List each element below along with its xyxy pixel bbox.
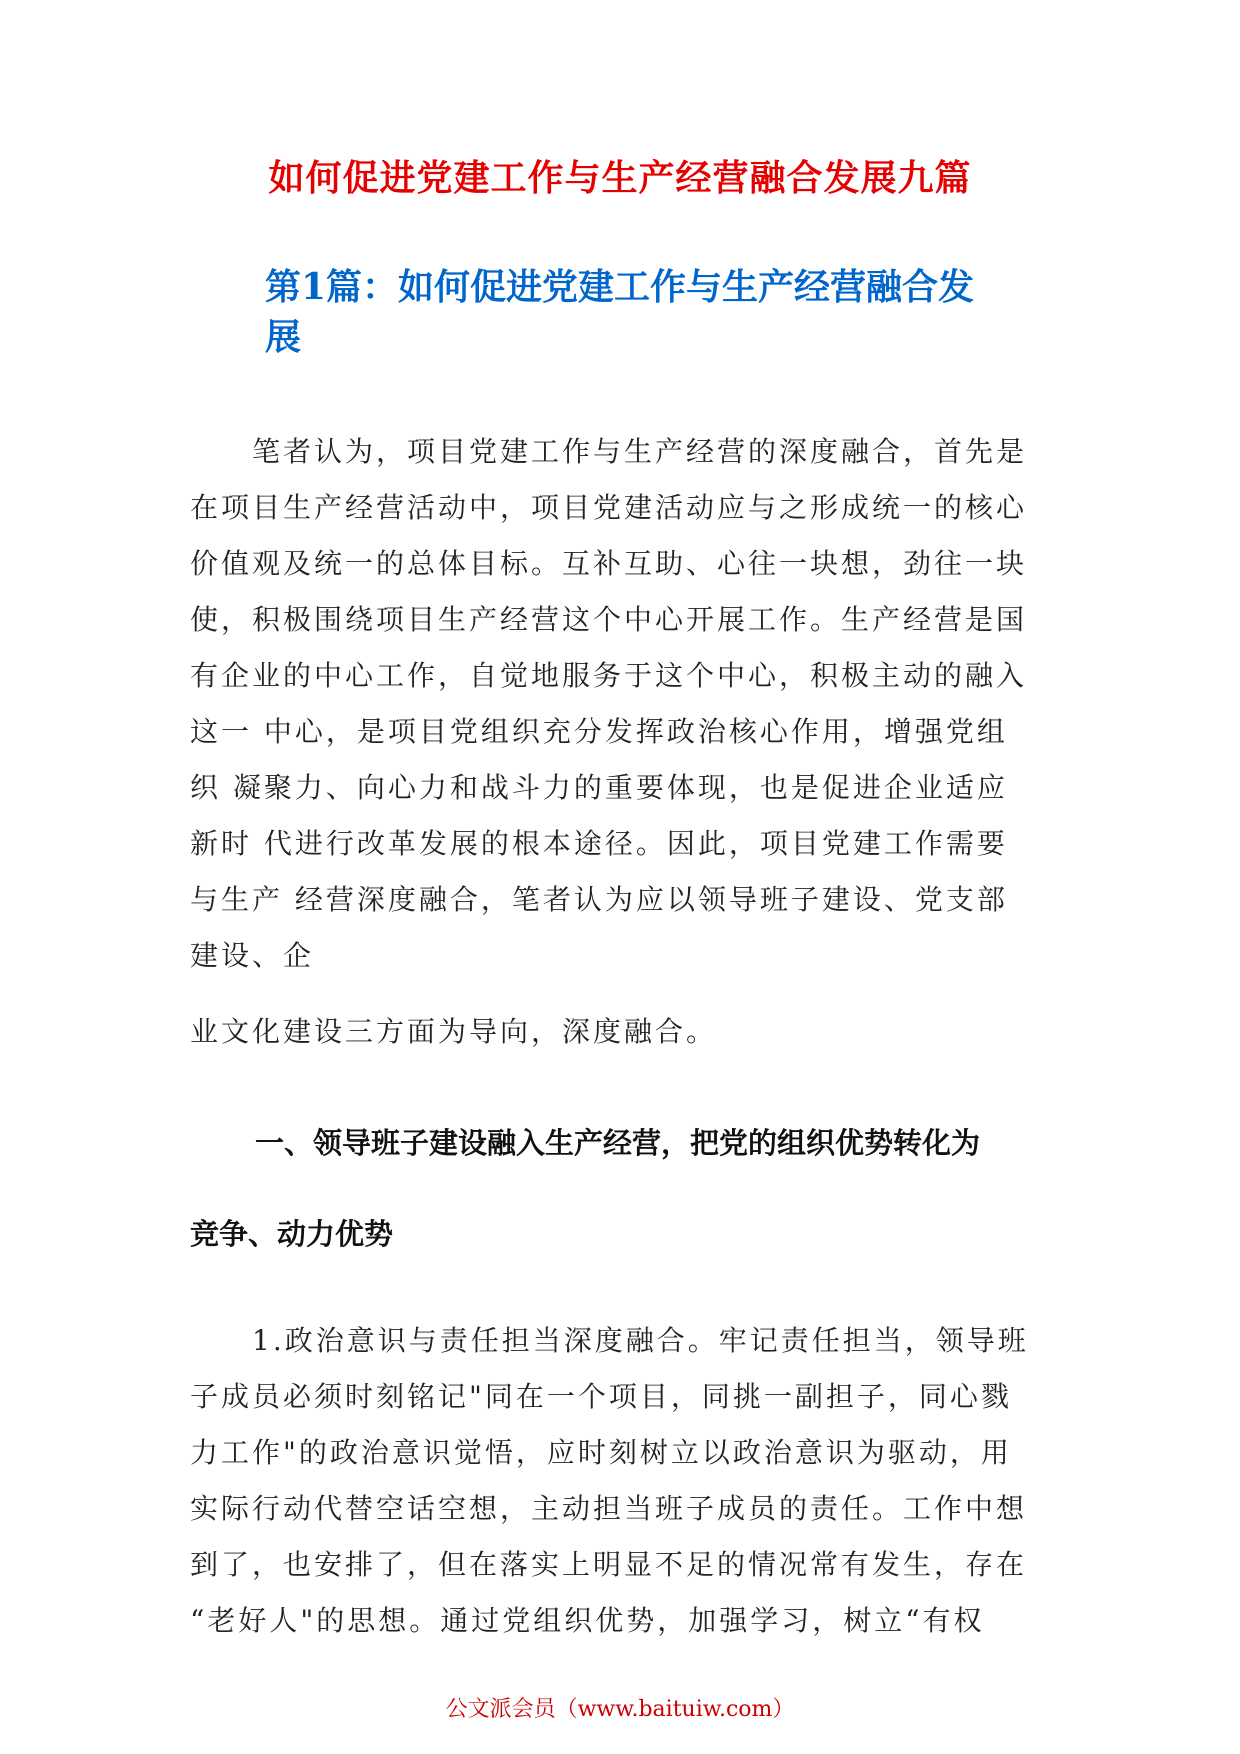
paragraph-line: 到了，也安排了，但在落实上明显不足的情况常有发生，存在 [190,1548,1028,1581]
section-title-line2: 展 [265,316,302,358]
paragraph-line: 力工作"的政治意识觉悟，应时刻树立以政治意识为驱动，用 [190,1436,1012,1469]
paragraph-line: 1.政治意识与责任担当深度融合。牢记责任担当，领导班 [190,1324,1029,1357]
paragraph-line: 建设、企 [190,939,315,972]
paragraph-line: 有企业的中心工作，自觉地服务于这个中心，积极主动的融入 [190,659,1028,692]
paragraph-line: 笔者认为，项目党建工作与生产经营的深度融合，首先是 [190,435,1028,468]
paragraph-line: 实际行动代替空话空想，主动担当班子成员的责任。工作中想 [190,1492,1028,1525]
paragraph-line: 新时 代进行改革发展的根本途径。因此，项目党建工作需要 [190,827,1008,860]
paragraph-intro-continued [190,1004,1050,1060]
paragraph-line: 与生产 经营深度融合，笔者认为应以领导班子建设、党支部 [190,883,1008,916]
document-title: 如何促进党建工作与生产经营融合发展九篇 [268,157,972,199]
paragraph-line: 业文化建设三方面为导向，深度融合。 [190,1015,718,1048]
paragraph-line: 这一 中心，是项目党组织充分发挥政治核心作用，增强党组 [190,715,1008,748]
heading-section-one-continued: 竞争、动力优势 [190,1217,394,1251]
paragraph-line: “老好人"的思想。通过党组织优势，加强学习，树立“有权 [190,1604,985,1637]
paragraph-line: 使，积极围绕项目生产经营这个中心开展工作。生产经营是国 [190,603,1028,636]
footer-watermark-link[interactable]: 公文派会员（www.baituiw.com） [445,1697,795,1722]
paragraph-line: 织 凝聚力、向心力和战斗力的重要体现，也是促进企业适应 [190,771,1008,804]
paragraph-item-1 [190,1313,1050,1649]
paragraph-intro [190,424,1050,984]
section-title [265,262,1045,362]
section-title-line1: 第1篇：如何促进党建工作与生产经营融合发 [265,266,975,308]
heading-section-one: 一、领导班子建设融入生产经营，把党的组织优势转化为 [255,1126,981,1160]
paragraph-line: 在项目生产经营活动中，项目党建活动应与之形成统一的核心 [190,491,1028,524]
paragraph-line: 子成员必须时刻铭记"同在一个项目，同挑一副担子，同心戮 [190,1380,1012,1413]
paragraph-line: 价值观及统一的总体目标。互补互助、心往一块想，劲往一块 [190,547,1028,580]
